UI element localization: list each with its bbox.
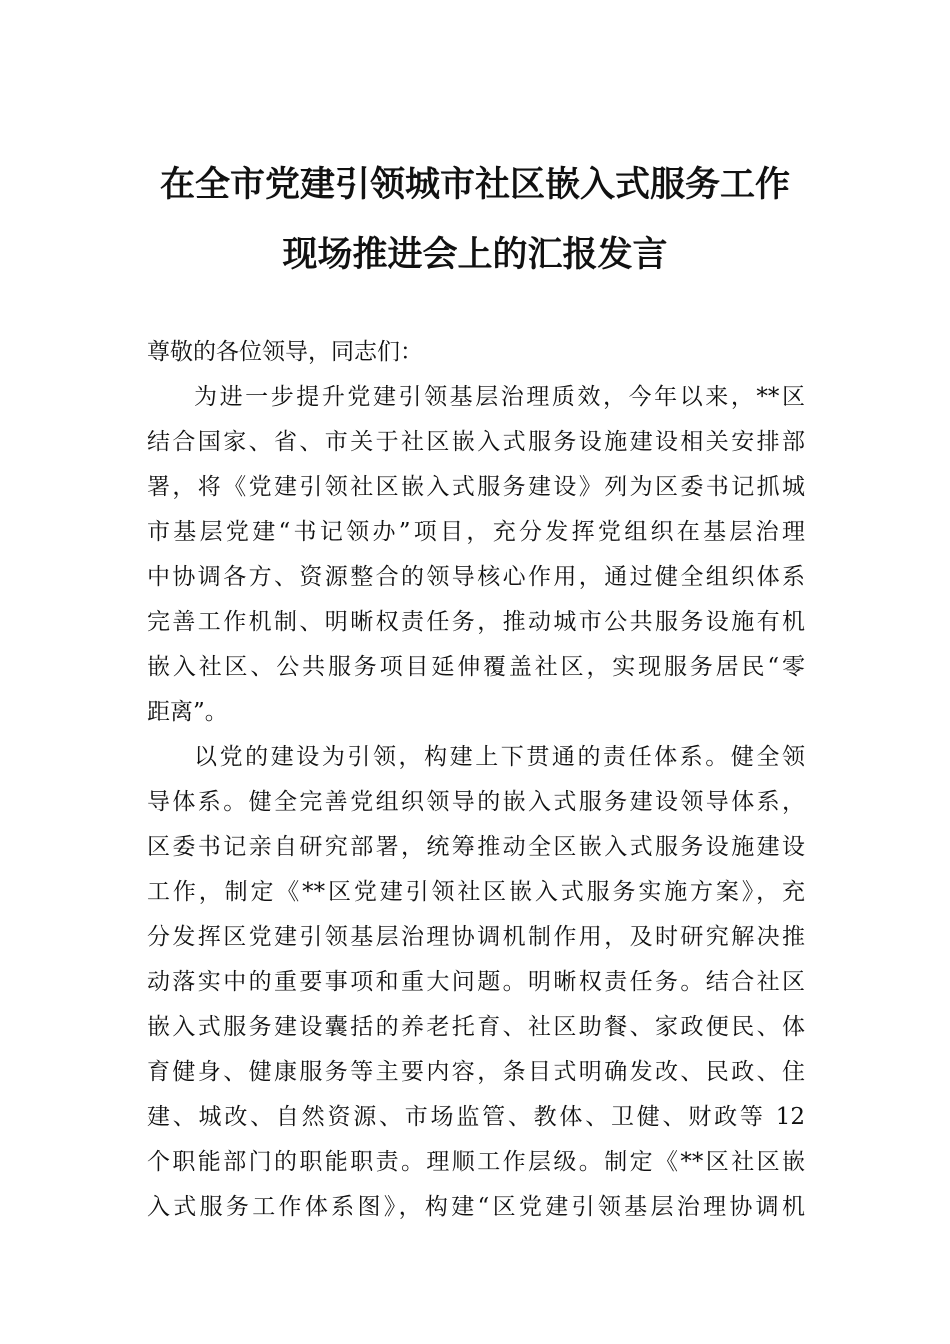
text-line: 以党的建设为引领，构建上下贯通的责任体系。健全领 <box>194 744 805 770</box>
greeting: 尊敬的各位领导，同志们： <box>147 339 423 365</box>
text-line: 建、城改、自然资源、市场监管、教体、卫健、财政等 12 <box>147 1104 805 1130</box>
text-line: 结合国家、省、市关于社区嵌入式服务设施建设相关安排部 <box>147 429 805 455</box>
text-line: 嵌入式服务建设囊括的养老托育、社区助餐、家政便民、体 <box>147 1014 805 1040</box>
title-line-1: 在全市党建引领城市社区嵌入式服务工作 <box>159 164 790 205</box>
document-title <box>0 150 950 290</box>
document-body <box>147 330 805 1230</box>
text-line: 嵌入社区、公共服务项目延伸覆盖社区，实现服务居民“零 <box>147 654 805 680</box>
paragraph-2 <box>147 735 805 1230</box>
text-line: 区委书记亲自研究部署，统筹推动全区嵌入式服务设施建设 <box>147 834 805 860</box>
text-line: 育健身、健康服务等主要内容，条目式明确发改、民政、住 <box>147 1059 805 1085</box>
text-line: 分发挥区党建引领基层治理协调机制作用，及时研究解决推 <box>147 924 805 950</box>
text-line: 市基层党建“书记领办”项目，充分发挥党组织在基层治理 <box>147 519 805 545</box>
text-line: 中协调各方、资源整合的领导核心作用，通过健全组织体系 <box>147 564 805 590</box>
text-line: 动落实中的重要事项和重大问题。明晰权责任务。结合社区 <box>147 969 805 995</box>
paragraph-1 <box>147 375 805 735</box>
text-line: 为进一步提升党建引领基层治理质效，今年以来，**区 <box>194 384 805 410</box>
text-line: 距离”。 <box>147 699 228 725</box>
text-line: 入式服务工作体系图》，构建“区党建引领基层治理协调机 <box>147 1194 805 1220</box>
text-line: 完善工作机制、明晰权责任务，推动城市公共服务设施有机 <box>147 609 805 635</box>
text-line: 个职能部门的职能职责。理顺工作层级。制定《**区社区嵌 <box>147 1149 805 1175</box>
title-line-2: 现场推进会上的汇报发言 <box>282 234 668 275</box>
text-line: 导体系。健全完善党组织领导的嵌入式服务建设领导体系， <box>147 789 805 815</box>
text-line: 署，将《党建引领社区嵌入式服务建设》列为区委书记抓城 <box>147 474 805 500</box>
text-line: 工作，制定《**区党建引领社区嵌入式服务实施方案》，充 <box>147 879 805 905</box>
